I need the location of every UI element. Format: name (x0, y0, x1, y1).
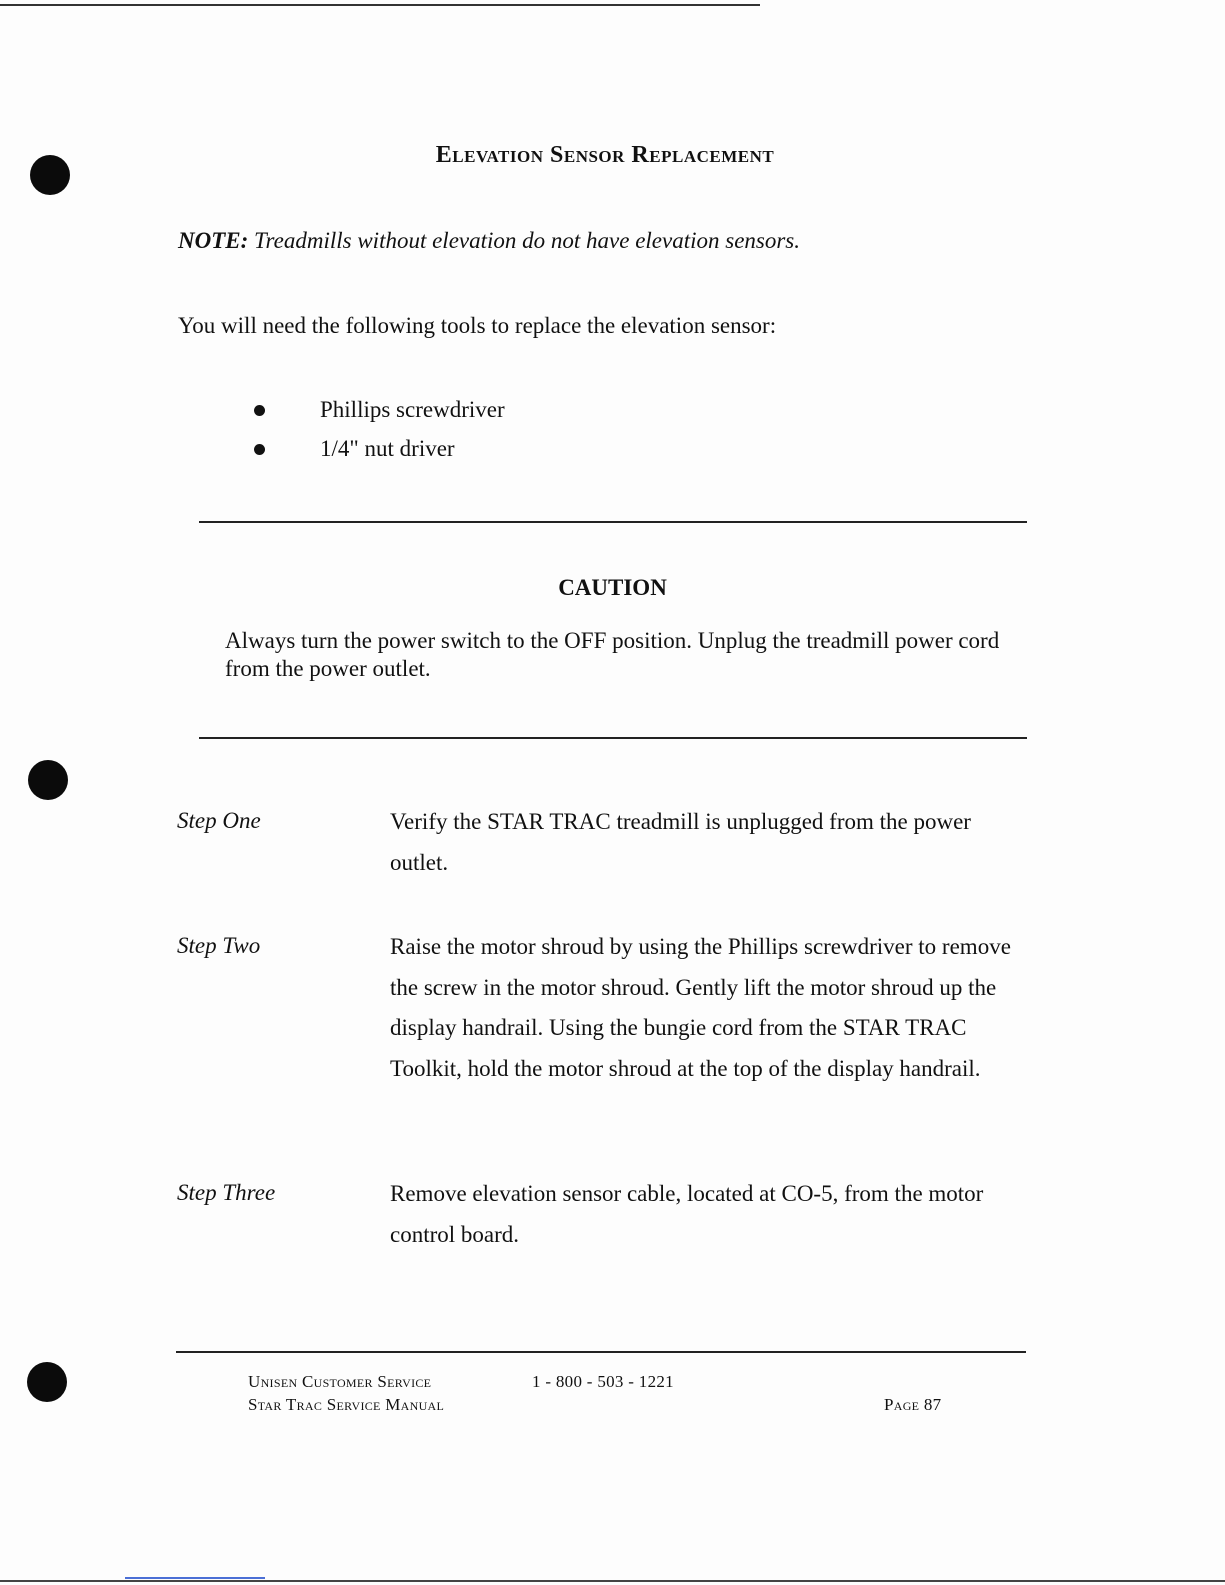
footer-phone: 1 - 800 - 503 - 1221 (532, 1372, 674, 1391)
punch-hole-middle (28, 760, 68, 800)
step-text-one: Verify the STAR TRAC treadmill is unplugged from the power outlet. (390, 809, 971, 875)
tools-intro: You will need the following tools to replace the elevation sensor: (178, 313, 777, 338)
scan-edge-mark (125, 1577, 265, 1579)
step-label-one: Step One (177, 808, 261, 833)
page-title: Elevation Sensor Replacement (435, 142, 775, 168)
scan-edge-bottom (0, 1580, 1225, 1582)
bullet-icon (254, 444, 265, 455)
note-text: Treadmills without elevation do not have elevation sensors. (254, 228, 801, 253)
step-label-three: Step Three (177, 1180, 276, 1205)
caution-rule-bottom (199, 737, 1027, 739)
step-text-three: Remove elevation sensor cable, located at CO-5, from the motor control board. (390, 1181, 984, 1247)
tool-label: Phillips screwdriver (320, 397, 505, 422)
footer-manual: Star Trac Service Manual (248, 1395, 445, 1414)
footer-rule (176, 1351, 1026, 1353)
punch-hole-bottom (27, 1362, 67, 1402)
bullet-icon (254, 405, 265, 416)
caution-title: CAUTION (558, 575, 667, 600)
caution-text: Always turn the power switch to the OFF position. Unplug the treadmill power cord from the power outlet. (225, 628, 1000, 681)
list-item (254, 397, 505, 423)
caution-rule-top (199, 521, 1027, 523)
step-text-two: Raise the motor shroud by using the Phillips screwdriver to remove the screw in the motor shroud. Gently lift the motor shroud up the display handrail. Using the bungie cord from the STAR TRAC Toolkit, hold the motor shroud at the top of the display handrail. (390, 934, 1011, 1081)
footer-company: Unisen Customer Service (248, 1372, 432, 1391)
scan-edge-top (0, 4, 760, 6)
step-label-two: Step Two (177, 933, 261, 958)
list-item (254, 436, 455, 462)
note-label: NOTE: (178, 228, 249, 253)
tool-label: 1/4" nut driver (320, 436, 455, 461)
note (178, 228, 800, 254)
footer-page-number: Page 87 (884, 1395, 942, 1414)
